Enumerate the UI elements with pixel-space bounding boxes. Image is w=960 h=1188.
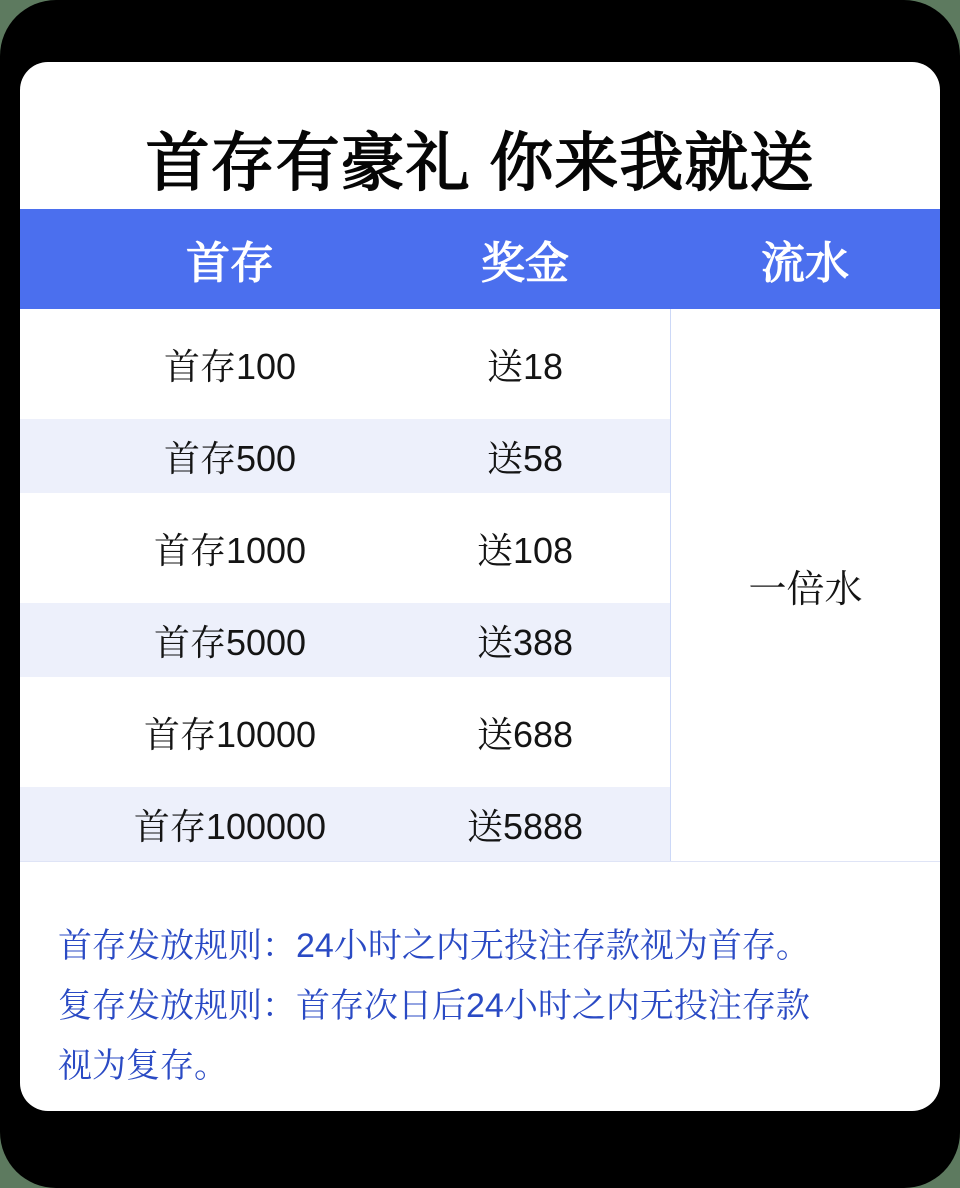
turnover-span-cell: 一倍水 bbox=[670, 309, 940, 861]
rules-line-3: 视为复存。 bbox=[58, 1047, 228, 1085]
table-row bbox=[20, 603, 670, 677]
table-header-row bbox=[20, 209, 940, 309]
bonus-cell: 送18 bbox=[486, 345, 564, 387]
bonus-cell: 送108 bbox=[476, 529, 574, 571]
deposit-cell: 首存100 bbox=[163, 345, 297, 387]
deposit-cell: 首存10000 bbox=[143, 713, 317, 755]
table-row bbox=[20, 787, 670, 861]
promo-card bbox=[20, 62, 940, 1111]
bonus-cell: 送58 bbox=[486, 437, 564, 479]
table-header-turnover: 流水 bbox=[761, 239, 849, 288]
rules-line-2: 复存发放规则：首存次日后24小时之内无投注存款 bbox=[58, 987, 810, 1025]
page-title: 首存有豪礼 你来我就送 bbox=[145, 126, 815, 199]
table-row bbox=[20, 419, 670, 493]
table-rows bbox=[20, 309, 670, 861]
table-row bbox=[20, 677, 670, 787]
bonus-cell: 送5888 bbox=[466, 805, 584, 847]
table-header-deposit: 首存 bbox=[186, 239, 274, 288]
table-body bbox=[20, 309, 940, 862]
deposit-cell: 首存100000 bbox=[133, 805, 327, 847]
deposit-cell: 首存5000 bbox=[153, 621, 307, 663]
bonus-cell: 送688 bbox=[476, 713, 574, 755]
table-header-bonus: 奖金 bbox=[481, 239, 569, 288]
rules-line-1: 首存发放规则：24小时之内无投注存款视为首存。 bbox=[58, 927, 810, 965]
table-row bbox=[20, 493, 670, 603]
bonus-cell: 送388 bbox=[476, 621, 574, 663]
deposit-cell: 首存1000 bbox=[153, 529, 307, 571]
table-row bbox=[20, 309, 670, 419]
rules-text bbox=[58, 916, 902, 1096]
deposit-cell: 首存500 bbox=[163, 437, 297, 479]
